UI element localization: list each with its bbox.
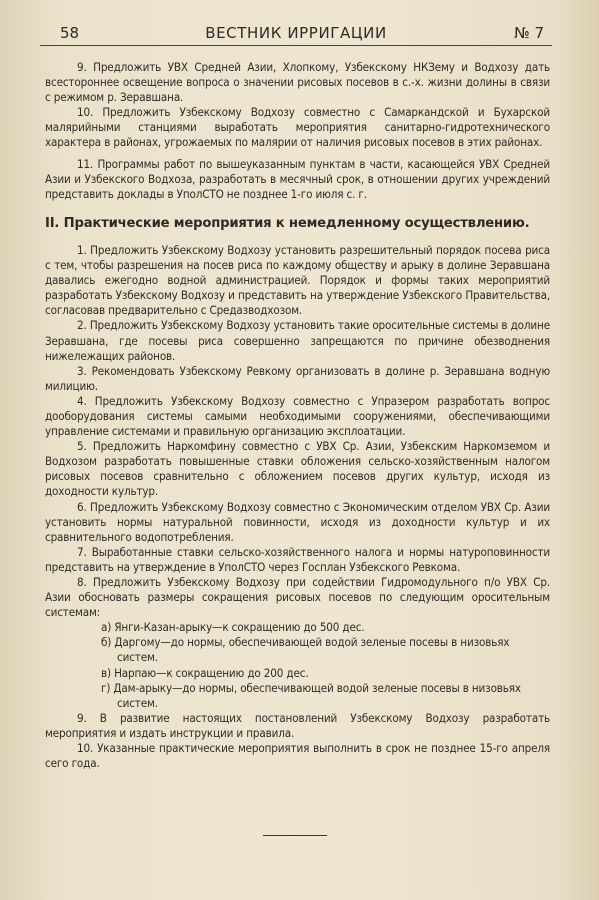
paragraph: 10. Предложить Узбекскому Водхозу совместно с Самаркандской и Бухарской малярийными станциями выработать мероприятия санитарно-гидротехнического характера в районах, угрожаемых по малярии от наличия рисовых посевов в этих районах. bbox=[45, 105, 550, 150]
section-heading: II. Практические мероприятия к немедленному осуществлению. bbox=[45, 215, 530, 231]
paragraph: 11. Программы работ по вышеуказанным пунктам в части, касающейся УВХ Средней Азии и Узбекского Водхоза, разработать в месячный срок, в отношении других учреждений представить доклады в УполСТО не позднее 1-го июля с. г. bbox=[45, 156, 550, 201]
closing-rule bbox=[263, 835, 327, 836]
sub-item: г) Дам-арыку—до нормы, обеспечивающей водой зеленые посевы в низовьях систем. bbox=[101, 680, 521, 710]
paragraph: 3. Рекомендовать Узбекскому Ревкому организовать в долине р. Зеравшана водную милицию. bbox=[45, 363, 550, 393]
paragraph: 2. Предложить Узбекскому Водхозу установить такие оросительные системы в долине Зеравшана, где посевы риса совершенно запрещаются по причине обезводнения нижележащих районов. bbox=[45, 318, 550, 363]
sub-item: в) Нарпаю—к сокращению до 200 дес. bbox=[101, 665, 309, 680]
paragraph: 1. Предложить Узбекскому Водхозу установить разрешительный порядок посева риса с тем, чтобы разрешения на посев риса по каждому обществу и арыку в долине Зеравшана давались ежегодно водной администрацией. Порядок и формы таких мероприятий разработать Узбекскому Водхозу и представить на утверждение Узбекского Правительства, согласовав предварительно с Средазводхозом. bbox=[45, 242, 550, 318]
sub-item: а) Янги-Казан-арыку—к сокращению до 500 дес. bbox=[101, 620, 365, 635]
paragraph: 8. Предложить Узбекскому Водхозу при содействии Гидромодульного п/о УВХ Ср. Азии обосновать размеры сокращения рисовых посевов по следующим оросительным системам: bbox=[45, 575, 550, 620]
paragraph: 5. Предложить Наркомфину совместно с УВХ Ср. Азии, Узбекским Наркомземом и Водхозом разработать повышенные ставки обложения сельско-хозяйственным налогом рисовых посевов сравнительно с обложением посевов других культур, исходя из доходности культур. bbox=[45, 439, 550, 499]
paragraph: 7. Выработанные ставки сельско-хозяйственного налога и нормы натуроповинности представить на утверждение в УполСТО через Госплан Узбекского Ревкома. bbox=[45, 544, 550, 574]
paragraph: 6. Предложить Узбекскому Водхозу совместно с Экономическим отделом УВХ Ср. Азии установить нормы натуральной повинности, исходя из доходности культур и их сравнительного водопотребления. bbox=[45, 499, 550, 544]
sub-item: б) Даргому—до нормы, обеспечивающей водой зеленые посевы в низовьях систем. bbox=[101, 635, 510, 665]
paragraph: 9. В развитие настоящих постановлений Узбекскому Водхозу разработать мероприятия и издать инструкции и правила. bbox=[45, 710, 550, 740]
page-header bbox=[40, 24, 552, 46]
page-number: 58 bbox=[60, 24, 80, 42]
journal-title: ВЕСТНИК ИРРИГАЦИИ bbox=[205, 24, 387, 42]
issue-number: № 7 bbox=[514, 24, 544, 42]
body-text bbox=[45, 60, 550, 771]
paragraph: 10. Указанные практические мероприятия выполнить в срок не позднее 15-го апреля сего года. bbox=[45, 741, 550, 771]
header-rule bbox=[40, 45, 552, 46]
paragraph: 9. Предложить УВХ Средней Азии, Хлопкому, Узбекскому НКЗему и Водхозу дать всестороннее освещение вопроса о значении рисовых посевов в с.-х. жизни долины в связи с режимом р. Зеравшана. bbox=[45, 60, 550, 105]
paragraph: 4. Предложить Узбекскому Водхозу совместно с Упразером разработать вопрос дооборудования системы самыми необходимыми сооружениями, обеспечивающими управление системами и правильную организацию эксплоатации. bbox=[45, 393, 550, 439]
